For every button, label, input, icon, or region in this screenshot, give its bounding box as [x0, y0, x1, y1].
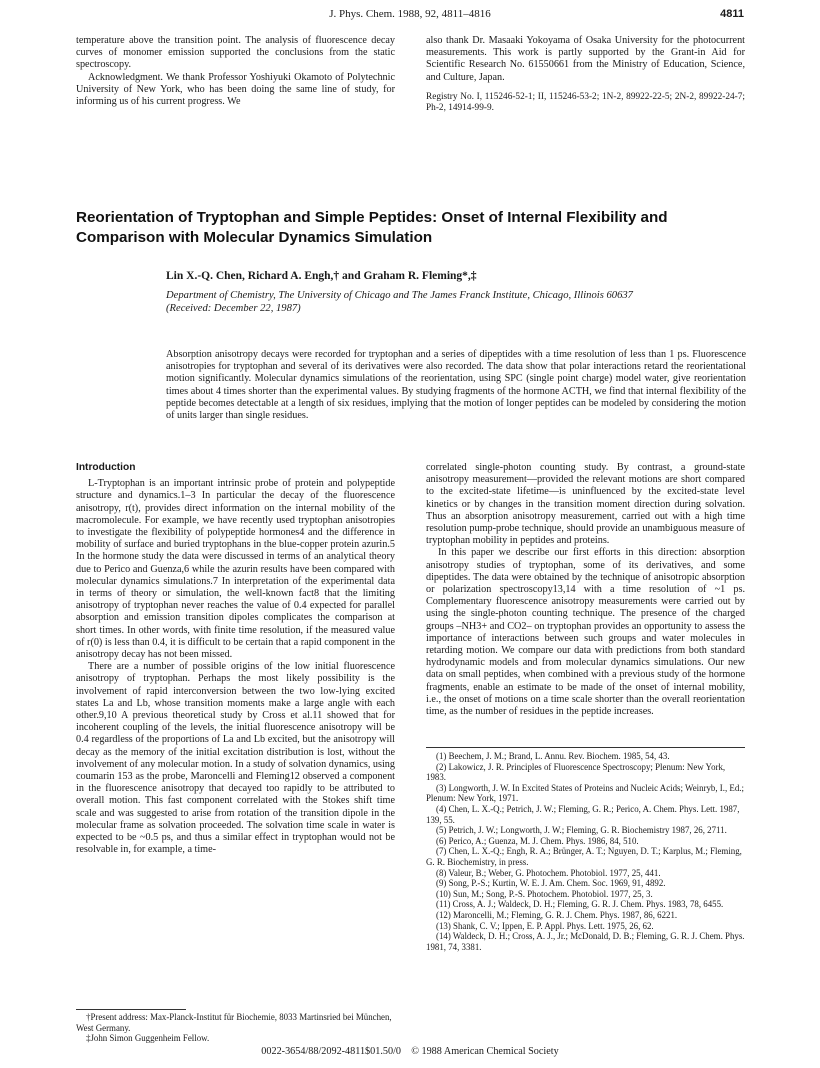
intro-paragraph: L-Tryptophan is an important intrinsic probe of protein and polypeptide structure and dynamics.1–3 In particular the decay of the fluorescence anisotropy, r(t), provides direct information on the internal mobility of the macromolecule. For example, we have recently used tryptophan anisotropies to investigate the flexibility of polypeptide hormones4 and the difference in mobility of surface and buried tryptophans in the blue-copper protein azurin.5 In the hormone study the data were discussed in terms of an analytical theory due to Perico and Guenza,6 while the azurin results have been compared with molecular dynamics simulations.7 In interpretation of the experimental data in terms of theory or simulation, the well-known fact8 that the limiting anisotropy of tryptophan never reaches the value of 0.4 expected for parallel absorption and emission transition dipoles complicates the comparison at short times. In other words, with finite time resolution, if the measured value of r(0) is less than 0.4, it is difficult to be certain that a rapid component in the anisotropy decay has not been missed. — [76, 478, 395, 661]
footnote-divider — [76, 1009, 186, 1010]
references-list — [426, 747, 745, 952]
intro-paragraph: There are a number of possible origins of the low initial fluorescence anisotropy of tryptophan. Perhaps the most likely possibility is the involvement of rapid interconversion between the two low-lying excited states La and Lb, whose transition moments make a large angle with each other.9,10 A previous theoretical study by Cross et al.11 showed that for incoherent coupling of the levels, the initial fluorescence anisotropy will be 0.4 regardless of the proportions of La and Lb excited, but the anisotropy will decay as the memory of the initial excitation distribution is lost, without the involvement of any molecular motion. In a study of solvation dynamics, using coumarin 153 as the probe, Maroncelli and Fleming12 observed a component in the fluorescence anisotropy that decayed too rapidly to be attributed to overall motion. This fast component correlated with the Stokes shift time scale and was suggested to arise from rotation of the transition dipole in the molecular frame as solvation proceeded. The solvation time scale in water is expected to be ~0.5 ps, and thus a similar effect in tryptophan would not be resolvable in, for example, a time- — [76, 661, 395, 856]
prev-article-left-column — [76, 35, 395, 108]
intro-paragraph: In this paper we describe our first efforts in this direction: absorption anisotropy studies of tryptophan, some of its derivatives, and some dipeptides. The data were obtained by the technique of anisotropic absorption or polarization spectroscopy13,14 with a time resolution of ~1 ps. Complementary fluorescence anisotropy measurements were carried out by using the single-photon counting technique. The presence of the charged groups –NH3+ and CO2– on tryptophan provides an opportunity to assess the importance of interactions between such groups and water molecules in retarding motion. We compare our data with predictions from both standard hydrodynamic models and from molecular dynamics simulations. Our new data on small peptides, when combined with a previous study of the hormone fragments, enable an estimate to be made of the onset of internal mobility, i.e., the onset of motions on a time scale shorter than the overall reorientation time, as the number of residues in the peptide increases. — [426, 547, 745, 718]
reference-item: (9) Song, P.-S.; Kurtin, W. E. J. Am. Chem. Soc. 1969, 91, 4892. — [436, 878, 666, 889]
reference-item: (7) Chen, L. X.-Q.; Engh, R. A.; Brünger, A. T.; Nguyen, D. T.; Karplus, M.; Fleming, G. R. Biochemistry, in press. — [426, 846, 742, 867]
acknowledgment-paragraph: Acknowledgment. We thank Professor Yoshiyuki Okamoto of Polytechnic University of New York, who has been doing the same line of study, for informing us of his current progress. We — [76, 71, 395, 108]
reference-item: (14) Waldeck, D. H.; Cross, A. J., Jr.; McDonald, D. B.; Fleming, G. R. J. Chem. Phys. 1981, 74, 3381. — [426, 931, 745, 952]
running-header — [76, 8, 744, 24]
abstract: Absorption anisotropy decays were recorded for tryptophan and a series of dipeptides with a time resolution of less than 1 ps. Fluorescence anisotropies for tryptophan and several of its derivatives were also recorded. The data show that polar interactions retard the reorientational motion significantly. Molecular dynamics simulations of the reorientation, using SPC (single point charge) model water, give reorientation times about 4 times shorter than the experimental values. By studying fragments of the hormone ACTH, we find that internal flexibility of the peptide becomes detectable at a length of six residues, implying that the motion of longer peptides can be modeled by considering the motion of units larger than single residues. — [166, 349, 746, 422]
copyright-notice: © 1988 American Chemical Society — [411, 1046, 559, 1057]
body-left-column — [76, 462, 395, 857]
affiliation-text: Department of Chemistry, The University of Chicago and The James Franck Institute, Chicago, Illinois 60637 — [166, 290, 633, 301]
body-right-column — [426, 462, 745, 718]
journal-citation: J. Phys. Chem. 1988, 92, 4811–4816 — [329, 8, 491, 20]
reference-item: (8) Valeur, B.; Weber, G. Photochem. Photobiol. 1977, 25, 441. — [436, 867, 661, 878]
reference-item: (13) Shank, C. V.; Ippen, E. P. Appl. Phys. Lett. 1975, 26, 62. — [436, 920, 654, 931]
references-divider — [426, 747, 745, 748]
received-date: (Received: December 22, 1987) — [166, 303, 301, 314]
page-footer — [76, 1046, 744, 1057]
article-authors: Lin X.-Q. Chen, Richard A. Engh,† and Graham R. Fleming*,‡ — [166, 270, 477, 282]
reference-item: (1) Beechem, J. M.; Brand, L. Annu. Rev. Biochem. 1985, 54, 43. — [436, 751, 670, 761]
reference-item: (10) Sun, M.; Song, P.-S. Photochem. Photobiol. 1977, 25, 3. — [436, 888, 653, 899]
article-code: 0022-3654/88/2092-4811$01.50/0 — [261, 1046, 401, 1057]
prev-article-right-column — [426, 35, 745, 115]
reference-item: (4) Chen, L. X.-Q.; Petrich, J. W.; Fleming, G. R.; Perico, A. Chem. Phys. Lett. 1987, 139, 55. — [426, 803, 740, 825]
reference-item: (5) Petrich, J. W.; Longworth, J. W.; Fleming, G. R. Biochemistry 1987, 26, 2711. — [436, 825, 727, 836]
intro-paragraph: correlated single-photon counting study. By contrast, a ground-state anisotropy measurement—provided the relevant motions are short compared to the excited-state lifetime—is uninfluenced by the excited-state level kinetics or by changes in the transition moment direction during solvation. Thus an absorption anisotropy measurement, carried out with a high time resolution pump-probe technique, should provide an unambiguous measure of tryptophan mobility in peptides and proteins. — [426, 462, 745, 547]
footnote-item: †Present address: Max-Planck-Institut für Biochemie, 8033 Martinsried bei München, West Germany. — [76, 1012, 392, 1033]
reference-item: (11) Cross, A. J.; Waldeck, D. H.; Fleming, G. R. J. Chem. Phys. 1983, 78, 6455. — [436, 899, 724, 910]
footnote-item: ‡John Simon Guggenheim Fellow. — [86, 1033, 210, 1044]
registry-numbers: Registry No. I, 115246-52-1; II, 115246-53-2; 1N-2, 89922-22-5; 2N-2, 89922-24-7; Ph-2, 14914-99-9. — [426, 91, 745, 114]
section-heading: Introduction — [76, 462, 136, 473]
author-footnotes — [76, 1009, 395, 1044]
reference-item: (6) Perico, A.; Guenza, M. J. Chem. Phys. 1986, 84, 510. — [436, 835, 639, 846]
prev-article-paragraph: temperature above the transition point. The analysis of fluorescence decay curves of monomer emission supported the conclusions from the static spectroscopy. — [76, 35, 395, 71]
page-number: 4811 — [720, 8, 744, 20]
reference-item: (2) Lakowicz, J. R. Principles of Fluorescence Spectroscopy; Plenum: New York, 1983. — [426, 761, 726, 783]
author-affiliation — [166, 289, 746, 315]
article-title: Reorientation of Tryptophan and Simple Peptides: Onset of Internal Flexibility and Comparison with Molecular Dynamics Simulation — [76, 209, 668, 246]
reference-item: (12) Maroncelli, M.; Fleming, G. R. J. Chem. Phys. 1987, 86, 6221. — [436, 909, 678, 920]
acknowledgment-continued: also thank Dr. Masaaki Yokoyama of Osaka University for the photocurrent measurements. This work is partly supported by the Grant-in Aid for Scientific Research No. 61550661 from the Ministry of Education, Science, and Culture, Japan. — [426, 35, 745, 83]
reference-item: (3) Longworth, J. W. In Excited States of Proteins and Nucleic Acids; Weinryb, I., Ed.; Plenum: New York, 1971. — [426, 782, 744, 804]
